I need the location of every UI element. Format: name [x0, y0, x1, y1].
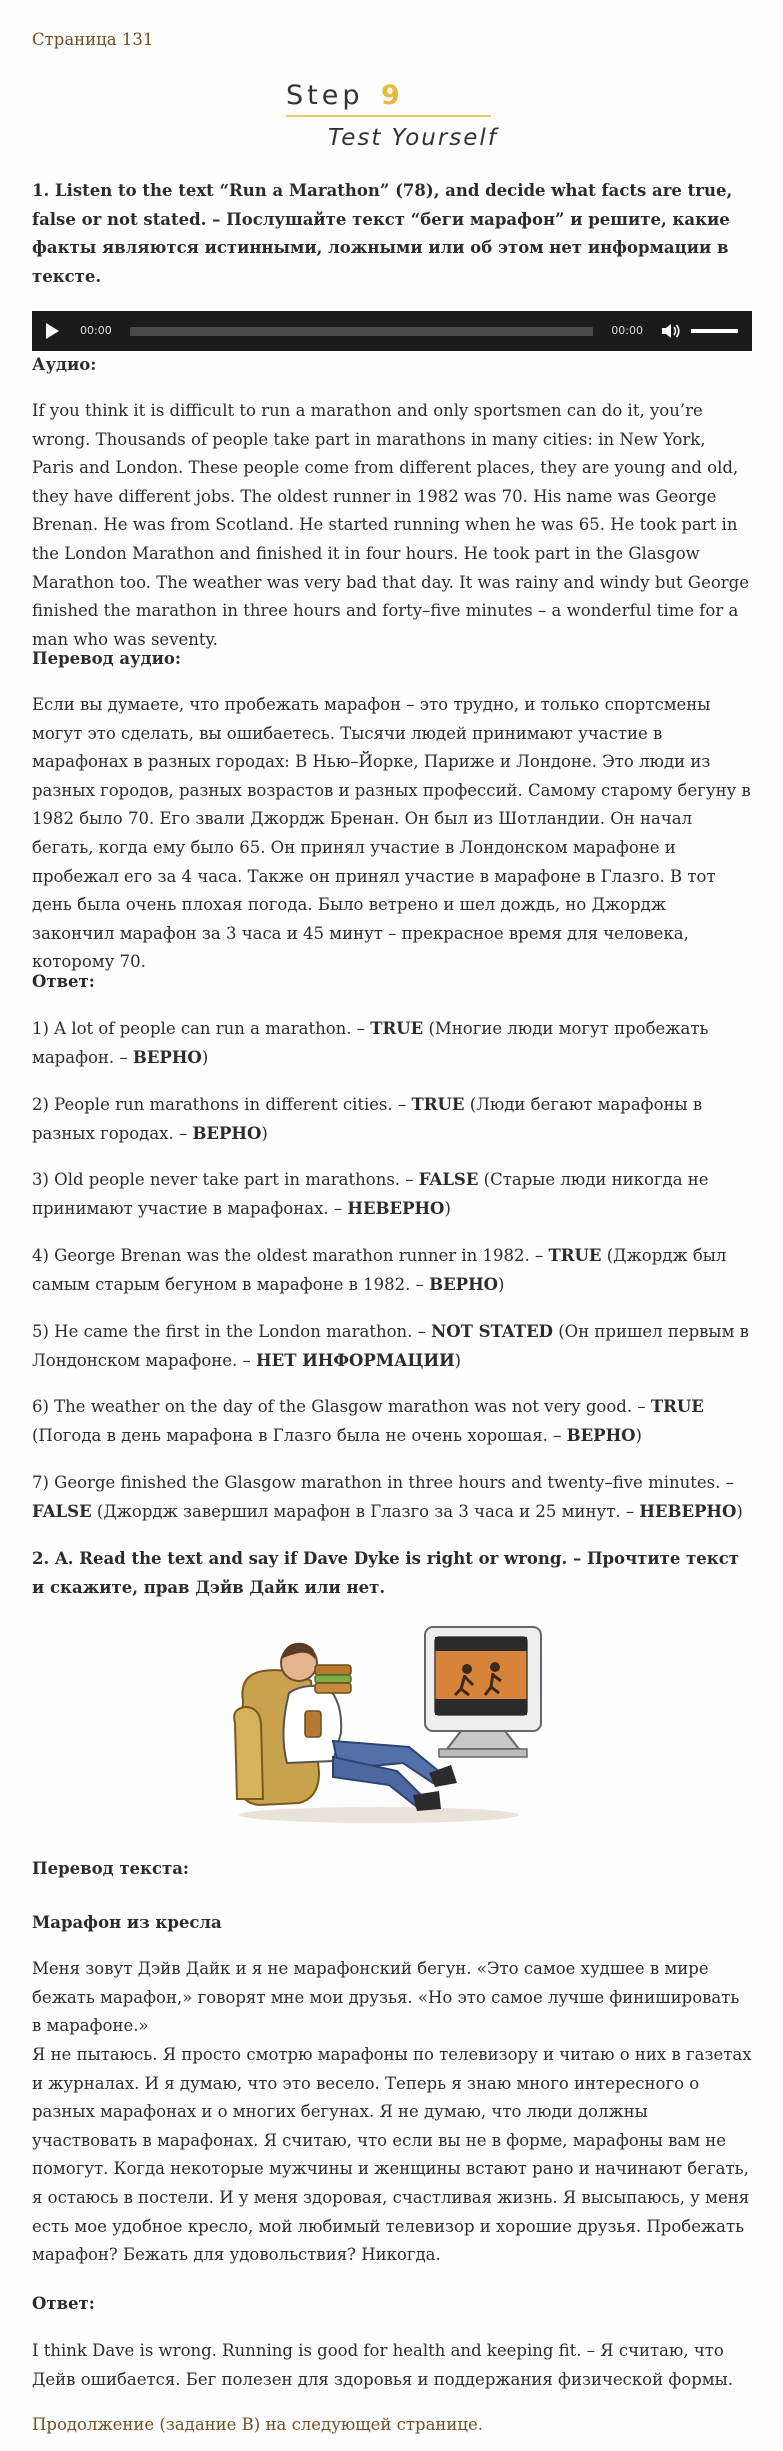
- answer-en: 1) A lot of people can run a marathon. –: [32, 1019, 371, 1038]
- answer-ru: (Погода в день марафона в Глазго была не очень хорошая. –: [32, 1425, 567, 1445]
- story-title: Марафон из кресла: [32, 1913, 222, 1932]
- answer-ru: (Джордж был самым старым бегуном в марафоне в 1982. –: [32, 1246, 727, 1294]
- volume-icon[interactable]: [661, 322, 681, 340]
- answer-en: 2) People run marathons in different cities. –: [32, 1095, 412, 1114]
- step-number: 9: [381, 80, 400, 111]
- answer-close: ): [635, 1425, 642, 1445]
- answer-ru-verdict: ВЕРНО: [192, 1123, 262, 1143]
- answer-en: 3) Old people never take part in marathons. –: [32, 1170, 419, 1189]
- answer-close: ): [454, 1350, 462, 1370]
- answer-close: ): [201, 1047, 209, 1067]
- task1-answer-heading: Ответ:: [32, 972, 95, 991]
- answer-en: 4) George Brenan was the oldest marathon runner in 1982. –: [32, 1246, 549, 1265]
- play-icon[interactable]: [46, 323, 59, 339]
- answer-verdict: TRUE: [650, 1397, 704, 1416]
- answer-ru: (Люди бегают марафоны в разных городах. –: [32, 1095, 703, 1143]
- audio-text: If you think it is difficult to run a marathon and only sportsmen can do it, you’re wrong. Thousands of people take part in marathons in many cities: in New York, Paris and London. These people come from different places, they are young and old, they have different jobs. The oldest runner in 1982 was 70. His name was George Brenan. He was from Scotland. He started running when he was 65. He took part in the London Marathon and finished it in four hours. He took part in the Glasgow Marathon too. The weather was very bad that day. It was rainy and windy but George finished the marathon in three hours and forty–five minutes – a wonderful time for a man who was seventy.: [32, 401, 749, 649]
- progress-track[interactable]: [130, 327, 594, 336]
- task1-title: 1. Listen to the text “Run a Marathon” (78), and decide what facts are true, false or not stated. – Послушайте текст “беги марафон” и решите, какие факты являются истинными, ложными или об этом нет информации в тексте.: [32, 181, 733, 286]
- answer-ru-verdict: ВЕРНО: [566, 1425, 636, 1445]
- answer-ru-verdict: ВЕРНО: [132, 1047, 202, 1067]
- answer-ru-verdict: НЕТ ИНФОРМАЦИИ: [256, 1350, 455, 1370]
- answer-ru: (Он пришел первым в Лондонском марафоне. –: [32, 1322, 749, 1370]
- banner-subtitle: Test Yourself: [328, 125, 498, 151]
- current-time: 00:00: [80, 324, 112, 337]
- answer-close: ): [261, 1123, 268, 1143]
- volume-slider[interactable]: [691, 329, 738, 333]
- answer-ru-verdict: НЕВЕРНО: [639, 1501, 737, 1521]
- answer-item: [32, 1318, 752, 1375]
- step-banner: [286, 80, 501, 160]
- answer-verdict: FALSE: [32, 1501, 92, 1521]
- step-word: Step: [286, 80, 364, 111]
- text-translation-heading: Перевод текста:: [32, 1859, 190, 1878]
- duration-time: 00:00: [611, 324, 643, 337]
- answer-ru: (Джордж завершил марафон в Глазго за 3 часа и 25 минут. –: [91, 1501, 640, 1521]
- answer-close: ): [736, 1501, 743, 1521]
- answer-verdict: FALSE: [418, 1170, 479, 1189]
- answer-item: [32, 1015, 752, 1072]
- answer-en: 7) George finished the Glasgow marathon in three hours and twenty–five minutes. –: [32, 1473, 734, 1492]
- answer-verdict: TRUE: [411, 1095, 465, 1114]
- next-page-link[interactable]: Продолжение (задание В) на следующей странице.: [32, 2415, 484, 2434]
- story-paragraph-1: Меня зовут Дэйв Дайк и я не марафонский бегун. «Это самое худшее в мире бежать марафон,» говорят мне мои друзья. «Но это самое лучше финишировать в марафоне.»: [32, 1959, 740, 2036]
- answer-item: [32, 1393, 752, 1450]
- answer-verdict: NOT STATED: [431, 1322, 553, 1341]
- page-number-link[interactable]: Страница 131: [32, 30, 154, 49]
- answer-verdict: TRUE: [548, 1246, 602, 1265]
- answer-en: 6) The weather on the day of the Glasgow marathon was not very good. –: [32, 1397, 651, 1416]
- answer-item: [32, 1242, 752, 1299]
- answer-ru: (Многие люди могут пробежать марафон. –: [32, 1019, 709, 1067]
- banner-divider: [286, 115, 491, 117]
- answer-verdict: TRUE: [370, 1019, 424, 1038]
- answer-close: ): [444, 1198, 451, 1218]
- task2-answer-text: I think Dave is wrong. Running is good for health and keeping fit. – Я считаю, что Дейв ошибается. Бег полезен для здоровья и поддержания физической формы.: [32, 2341, 733, 2389]
- audio-heading: Аудио:: [32, 355, 97, 374]
- answer-ru-verdict: НЕВЕРНО: [347, 1198, 445, 1218]
- answer-item: [32, 1091, 752, 1148]
- answer-close: ): [498, 1274, 505, 1294]
- audio-translation-heading: Перевод аудио:: [32, 649, 181, 668]
- next-page-paragraph: [32, 2411, 752, 2440]
- answer-item: [32, 1166, 752, 1223]
- answer-item: [32, 1469, 752, 1526]
- answer-ru-verdict: ВЕРНО: [429, 1274, 499, 1294]
- task2-title: 2. A. Read the text and say if Dave Dyke is right or wrong. – Прочтите текст и скажите, прав Дэйв Дайк или нет.: [32, 1549, 739, 1597]
- man-in-armchair-watching-tv-icon: [229, 1623, 551, 1829]
- audio-translation-text: Если вы думаете, что пробежать марафон – это трудно, и только спортсмены могут это сделать, вы ошибаетесь. Тысячи людей принимают участие в марафонах в разных городах: В Нью–Йорке, Париже и Лондоне. Это люди из разных городов, разных возрастов и разных профессий. Самому старому бегуну в 1982 было 70. Его звали Джордж Бренан. Он был из Шотландии. Он начал бегать, когда ему было 65. Он принял участие в Лондонском марафоне и пробежал его за 4 часа. Также он принял участие в марафоне в Глазго. В тот день была очень плохая погода. Было ветрено и шел дождь, но Джордж закончил марафон за 3 часа и 45 минут – прекрасное время для человека, которому 70.: [32, 695, 751, 972]
- task2-answer-heading: Ответ:: [32, 2294, 95, 2313]
- answer-en: 5) He came the first in the London marathon. –: [32, 1322, 432, 1341]
- answer-ru: (Старые люди никогда не принимают участие в марафонах. –: [32, 1170, 709, 1218]
- story-paragraph-2: Я не пытаюсь. Я просто смотрю марафоны по телевизору и читаю о них в газетах и журналах. И я думаю, что это весело. Теперь я знаю много интересного о разных марафонах и о многих бегунах. Я не думаю, что люди должны участвовать в марафонах. Я считаю, что если вы не в форме, марафоны вам не помогут. Когда некоторые мужчины и женщины встают рано и начинают бегать, я остаюсь в постели. И у меня здоровая, счастливая жизнь. Я высыпаюсь, у меня есть мое удобное кресло, мой любимый телевизор и хорошие друзья. Пробежать марафон? Бежать для удовольствия? Никогда.: [32, 2045, 752, 2265]
- audio-player: [32, 311, 752, 351]
